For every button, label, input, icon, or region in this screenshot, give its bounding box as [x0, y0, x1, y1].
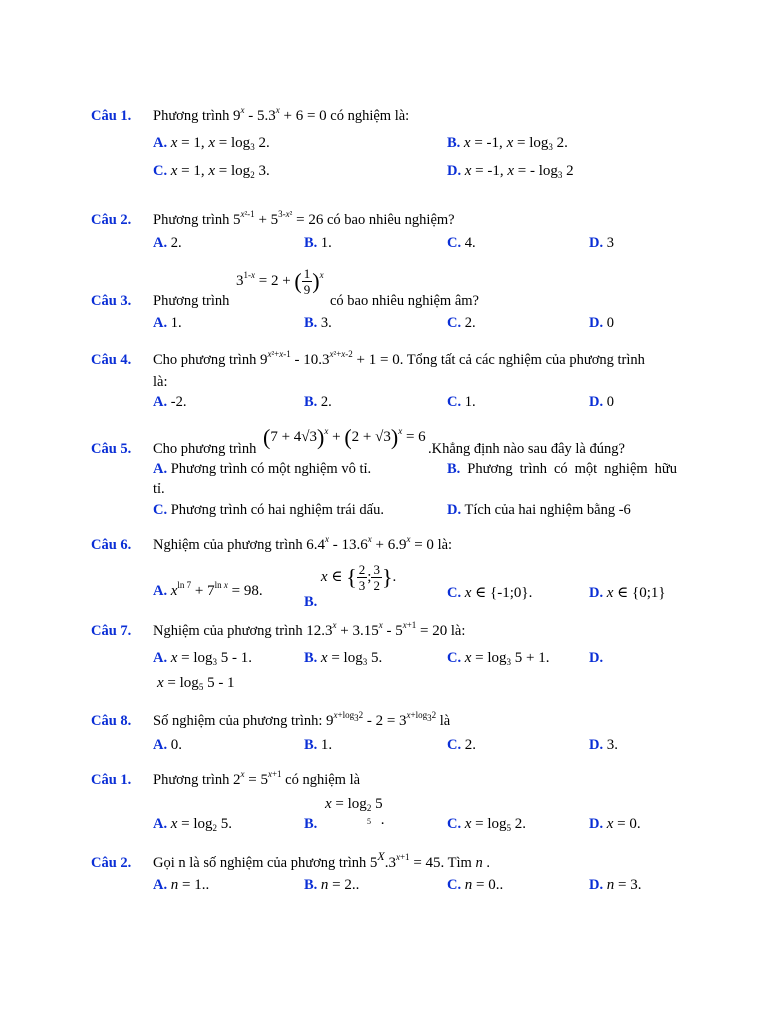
question-label: Câu 1. — [91, 772, 132, 788]
option-c[interactable]: C. x = 1, $x = \log_2 3$. — [153, 163, 270, 180]
question-suffix: .Khẳng định nào sau đây là đúng? — [428, 441, 625, 457]
equation: $12.3^x + 3.15^x - 5^{x+1} = 20$ — [306, 620, 448, 639]
option-b[interactable]: B. Phương trình có một nghiệm hữu — [447, 461, 677, 477]
option-c[interactable]: C. x ∈ {-1;0}. — [447, 585, 533, 601]
option-a[interactable]: A. 0. — [153, 737, 182, 753]
equation: $(7 + 4√3)^x + (2 + √3)^x = 6$ — [263, 425, 426, 450]
option-b-math: $x = \log_2 5$ 5 . — [325, 796, 385, 828]
question-suffix: có bao nhiêu nghiệm âm? — [330, 293, 479, 309]
question-stem: Phương trình $9^x - 5.3^x + 6 = 0$ có nghiệm là: — [153, 105, 410, 124]
question-label: Câu 6. — [91, 537, 132, 553]
option-c[interactable]: C. 1. — [447, 394, 476, 410]
equation: $9^{x^2+x-1} - 10.3^{x^2+x-2} + 1 = 0$ — [259, 349, 400, 368]
option-a[interactable]: A. $x = \log_3 5 - 1$. — [153, 650, 253, 667]
option-a[interactable]: A. x = 1, $x = \log_3 2$. — [153, 135, 270, 152]
equation: $2^x = 5^{x+1}$ — [232, 769, 282, 788]
option-d[interactable]: D. 3 — [589, 235, 614, 251]
equation: $9^{x+log_32} - 2 = 3^{x+log_32}$ — [326, 710, 437, 729]
option-a[interactable]: A. n = 1.. — [153, 877, 210, 893]
question-stem: Phương trình — [153, 293, 230, 309]
equation: $9^x - 5.3^x + 6 = 0$ — [232, 105, 327, 124]
option-a[interactable]: A. 1. — [153, 315, 182, 331]
option-a[interactable]: A. $x = \log_2 5$. — [153, 816, 233, 833]
question-label: Câu 2. — [91, 212, 132, 228]
option-a[interactable]: A. $x^{ln 7} + 7^{ln x} = 98$. — [153, 580, 263, 599]
question-label: Câu 2. — [91, 855, 132, 871]
question-stem: Phương trình $5^{x^2-1} + 5^{3-x^2} = 26$ có bao nhiêu nghiệm? — [153, 209, 455, 228]
option-d[interactable]: D. Tích của hai nghiệm bằng -6 — [447, 502, 631, 518]
option-b[interactable]: B. n = 2.. — [304, 877, 360, 893]
option-d[interactable]: D. — [589, 650, 604, 666]
option-d[interactable]: D. 0 — [589, 315, 614, 331]
question-stem: Cho phương trình $9^{x^2+x-1} - 10.3^{x^2+x-2} + 1 = 0$. Tổng tất cả các nghiệm của phương trình — [153, 349, 645, 368]
option-d-wrap: $x = \log_5 5 - 1$ — [157, 675, 235, 692]
question-stem: Cho phương trình — [153, 441, 257, 457]
question-label: Câu 4. — [91, 352, 132, 368]
option-c[interactable]: C. 2. — [447, 737, 476, 753]
option-c[interactable]: C. Phương trình có hai nghiệm trái dấu. — [153, 502, 384, 518]
option-a[interactable]: A. 2. — [153, 235, 182, 251]
option-b[interactable]: B. x ∈ { $\frac{2}{3}$ ; $\frac{3}{2}$ }. — [304, 562, 397, 610]
option-c[interactable]: C. $x = \log_5 2$. — [447, 816, 527, 833]
question-label: Câu 5. — [91, 441, 132, 457]
question-label: Câu 8. — [91, 713, 132, 729]
question-stem: Phương trình $2^x = 5^{x+1}$ có nghiệm là — [153, 769, 361, 788]
option-c[interactable]: C. 4. — [447, 235, 476, 251]
option-b[interactable]: B. x = -1, $x = \log_3 2$. — [447, 135, 568, 152]
question-stem: Gọi n là số nghiệm của phương trình $5^X.3^{x+1} = 45$. Tìm n . — [153, 849, 490, 871]
option-d[interactable]: D. n = 3. — [589, 877, 642, 893]
option-b[interactable]: B. — [304, 816, 318, 832]
question-line2: là: — [153, 374, 168, 390]
option-d[interactable]: D. 3. — [589, 737, 618, 753]
question-stem: Nghiệm của phương trình $6.4^x - 13.6^x + 6.9^x = 0$ là: — [153, 534, 453, 553]
option-d[interactable]: D. x = -1, x = - $\log_3 2$ — [447, 163, 574, 180]
option-b[interactable]: B. 2. — [304, 394, 332, 410]
option-a[interactable]: A. -2. — [153, 394, 187, 410]
equation: $6.4^x - 13.6^x + 6.9^x = 0$ — [306, 534, 434, 553]
option-b[interactable]: B. 3. — [304, 315, 332, 331]
option-c[interactable]: C. n = 0.. — [447, 877, 504, 893]
option-d[interactable]: D. x ∈ {0;1} — [589, 585, 666, 601]
question-stem: Số nghiệm của phương trình: $9^{x+log_32} - 2 = 3^{x+log_32}$ là — [153, 710, 451, 729]
option-b[interactable]: B. $x = \log_3 5$. — [304, 650, 383, 667]
question-stem: Nghiệm của phương trình $12.3^x + 3.15^x - 5^{x+1} = 20$ là: — [153, 620, 466, 639]
option-b-wrap: tỉ. — [153, 481, 165, 497]
option-c[interactable]: C. 2. — [447, 315, 476, 331]
question-label: Câu 7. — [91, 623, 132, 639]
equation: $5^{x^2-1} + 5^{3-x^2} = 26$ — [232, 209, 324, 228]
question-label: Câu 1. — [91, 108, 132, 124]
option-c[interactable]: C. $x = \log_3 5 + 1$. — [447, 650, 550, 667]
option-d[interactable]: D. 0 — [589, 394, 614, 410]
option-a[interactable]: A. Phương trình có một nghiệm vô tỉ. — [153, 461, 372, 477]
equation: $5^X.3^{x+1} = 45$. — [369, 849, 445, 871]
option-d[interactable]: D. x = 0. — [589, 816, 641, 832]
equation: $3^{1-x} = 2$ + ( $\frac{1}{9}$ )$^x$ — [236, 266, 324, 297]
question-label: Câu 3. — [91, 293, 132, 309]
option-b[interactable]: B. 1. — [304, 737, 333, 753]
option-b[interactable]: B. 1. — [304, 235, 332, 251]
